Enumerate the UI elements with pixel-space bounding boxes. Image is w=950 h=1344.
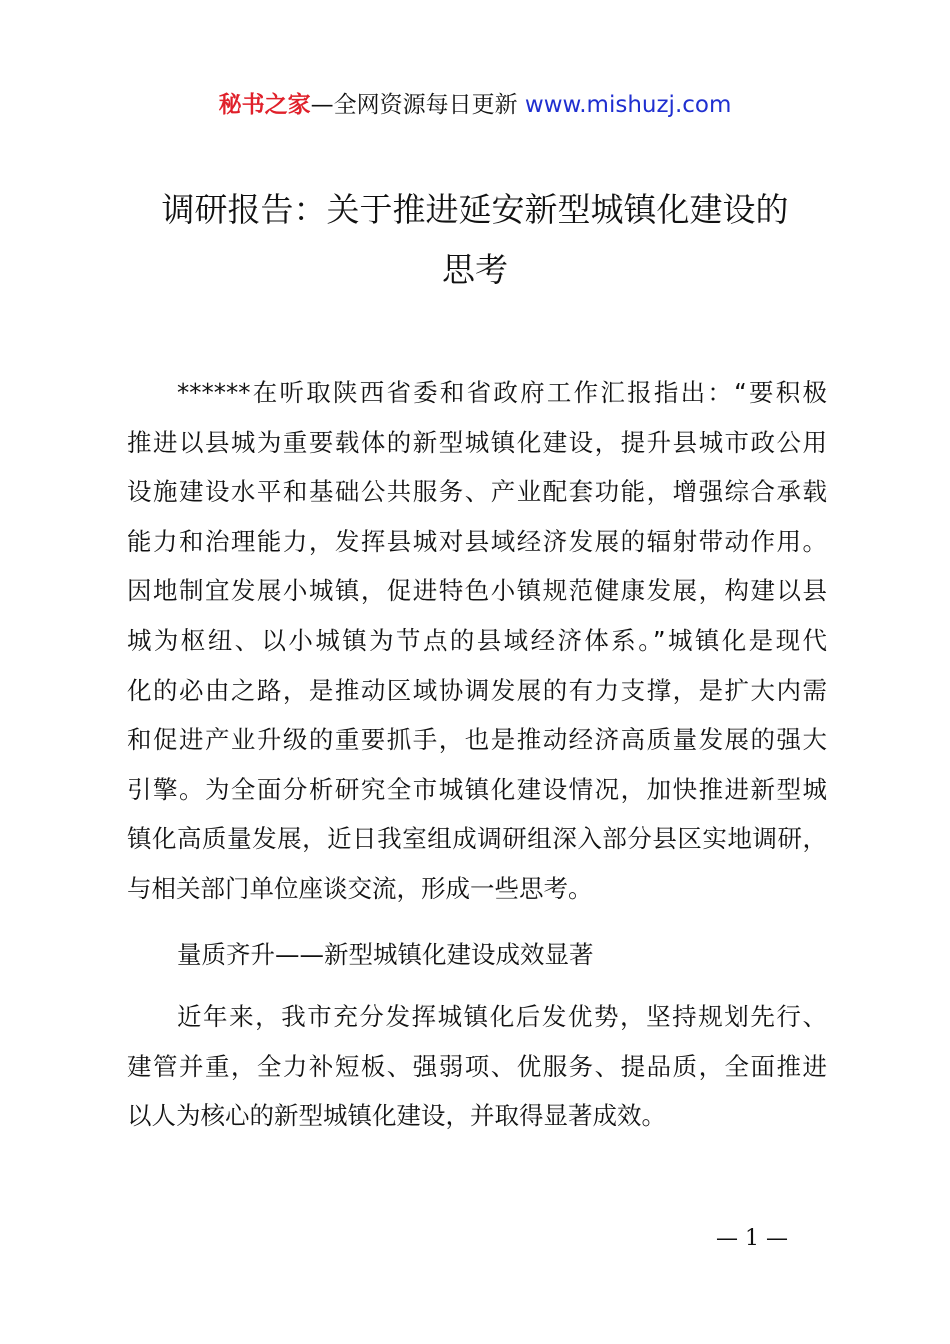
paragraph-line: 设施建设水平和基础公共服务、产业配套功能，增强综合承载 <box>127 477 827 507</box>
paragraph-line: 能力和治理能力，发挥县城对县域经济发展的辐射带动作用。 <box>127 526 827 556</box>
paragraph-line: 城为枢纽、以小城镇为节点的县域经济体系。”城镇化是现代 <box>127 625 827 655</box>
paragraph-line: 化的必由之路，是推动区域协调发展的有力支撑，是扩大内需 <box>127 675 827 705</box>
page-number: — 1 — <box>716 1226 788 1251</box>
banner-brand: 秘书之家 <box>218 92 311 118</box>
paragraph-line: 与相关部门单位座谈交流，形成一些思考。 <box>127 873 593 903</box>
section-heading: 量质齐升——新型城镇化建设成效显著 <box>177 940 594 969</box>
title-line-2: 思考 <box>442 250 508 289</box>
paragraph-line: 因地制宜发展小城镇，促进特色小镇规范健康发展，构建以县 <box>127 576 827 606</box>
paragraph-line: 和促进产业升级的重要抓手，也是推动经济高质量发展的强大 <box>127 725 827 755</box>
paragraph-line: 以人为核心的新型城镇化建设，并取得显著成效。 <box>127 1101 666 1131</box>
banner-url-link[interactable]: www.mishuzj.com <box>524 92 732 118</box>
paragraph-line: 近年来，我市充分发挥城镇化后发优势，坚持规划先行、 <box>177 1002 827 1031</box>
paragraph-line: 建管并重，全力补短板、强弱项、优服务、提品质，全面推进 <box>127 1051 827 1081</box>
title-line-1: 调研报告：关于推进延安新型城镇化建设的 <box>161 190 789 229</box>
achievements-paragraph <box>127 992 827 1141</box>
site-banner <box>0 88 950 122</box>
document-title <box>100 180 850 300</box>
paragraph-line: 推进以县城为重要载体的新型城镇化建设，提升县城市政公用 <box>127 427 827 457</box>
banner-slogan: —全网资源每日更新 <box>310 92 525 118</box>
paragraph-line: 引擎。为全面分析研究全市城镇化建设情况，加快推进新型城 <box>127 774 827 804</box>
intro-paragraph <box>127 368 827 914</box>
paragraph-line: ******在听取陕西省委和省政府工作汇报指出：“要积极 <box>177 378 827 407</box>
paragraph-line: 镇化高质量发展，近日我室组成调研组深入部分县区实地调研， <box>127 824 827 854</box>
